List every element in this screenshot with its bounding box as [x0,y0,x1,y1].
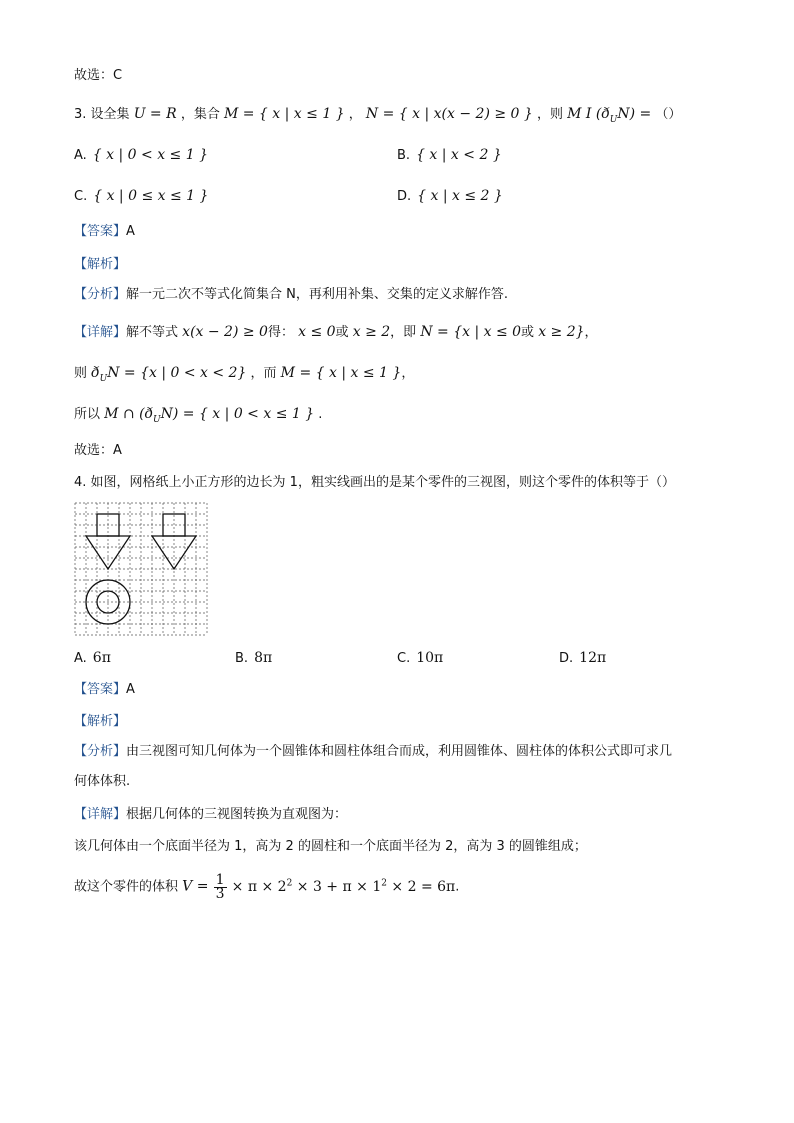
q3-fenxi: 【分析】解一元二次不等式化简集合 N，再利用补集、交集的定义求解作答. [74,287,509,302]
q3-xiangjie-line2: 则 $ð_UN = \{x$ | 0 < x < 2} ，而 M = { x | x ≤ 1 }， [74,365,415,384]
q3-expr: M I $(ð_UN)$ = [567,106,652,125]
q3-stem-prefix: 3. 设全集 [74,107,130,122]
q4-fenxi-line1: 【分析】由三视图可知几何体为一个圆锥体和圆柱体组合而成，利用圆锥体、圆柱体的体积公式即可求几 [74,744,673,759]
q4-xiangjie-line2: 该几何体由一个底面半径为 1，高为 2 的圆柱和一个底面半径为 2，高为 3 的圆锥组成； [74,839,587,854]
q3-stem-mid3: ，则 [536,107,563,122]
q4-answer: 【答案】A [74,682,135,697]
q2-answer-line: 故选：C [74,68,123,83]
q3-stem-mid2: ， [348,107,362,122]
fraction-one-third: $\frac{1}{3}$ [215,871,225,902]
q3-stem-mid1: ，集合 [180,107,220,122]
q3-xiangjie-line3: 所以 M ∩ $(ð_UN)$ = { x | 0 < x ≤ 1 } . [74,406,323,425]
q3-final: 故选：A [74,443,122,458]
q3-universal-set: U = R [133,106,177,122]
q3-analysis-tag: 【解析】 [74,257,127,272]
q4-volume-formula: 故这个零件的体积 V = $\frac{1}{3}$ × $\pi \times 2^2 \times 3 + \pi \times 1^2 \times 2 = 6\pi$. [74,871,460,902]
q4-option-a: A. 6π [74,650,111,666]
q3-set-m: M = { x | x ≤ 1 } [223,106,345,122]
q3-answer: 【答案】A [74,224,135,239]
q4-option-c: C. 10π [397,650,444,666]
q3-stem-paren: （） [655,107,682,122]
q4-stem: 4. 如图，网格纸上小正方形的边长为 1，粗实线画出的是某个零件的三视图，则这个零件的体积等于（） [74,475,675,490]
q3-set-n: N = { x | x(x − 2) ≥ 0 } [365,106,533,122]
three-view-drawing [74,502,210,638]
three-view-figure [74,502,210,642]
q3-option-c: C. { x | 0 ≤ x ≤ 1 } [74,188,209,204]
q3-stem [74,104,681,130]
q3-option-b: B. { x | x < 2 } [397,147,502,163]
q4-option-d: D. 12π [559,650,607,666]
q4-option-b: B. 8π [235,650,273,666]
q4-analysis-tag: 【解析】 [74,714,127,729]
q3-option-a: A. { x | 0 < x ≤ 1 } [74,147,208,163]
q4-fenxi-line2: 何体体积. [74,774,131,789]
q3-option-d: D. { x | x ≤ 2 } [397,188,503,204]
grid-lines [75,503,207,635]
q4-xiangjie-line1: 【详解】根据几何体的三视图转换为直观图为： [74,807,348,822]
q3-xiangjie-line1: 【详解】解不等式 x(x − 2) ≥ 0得： x ≤ 0或 x ≥ 2，即 N = {x | x ≤ 0或 x ≥ 2}， [74,324,598,340]
